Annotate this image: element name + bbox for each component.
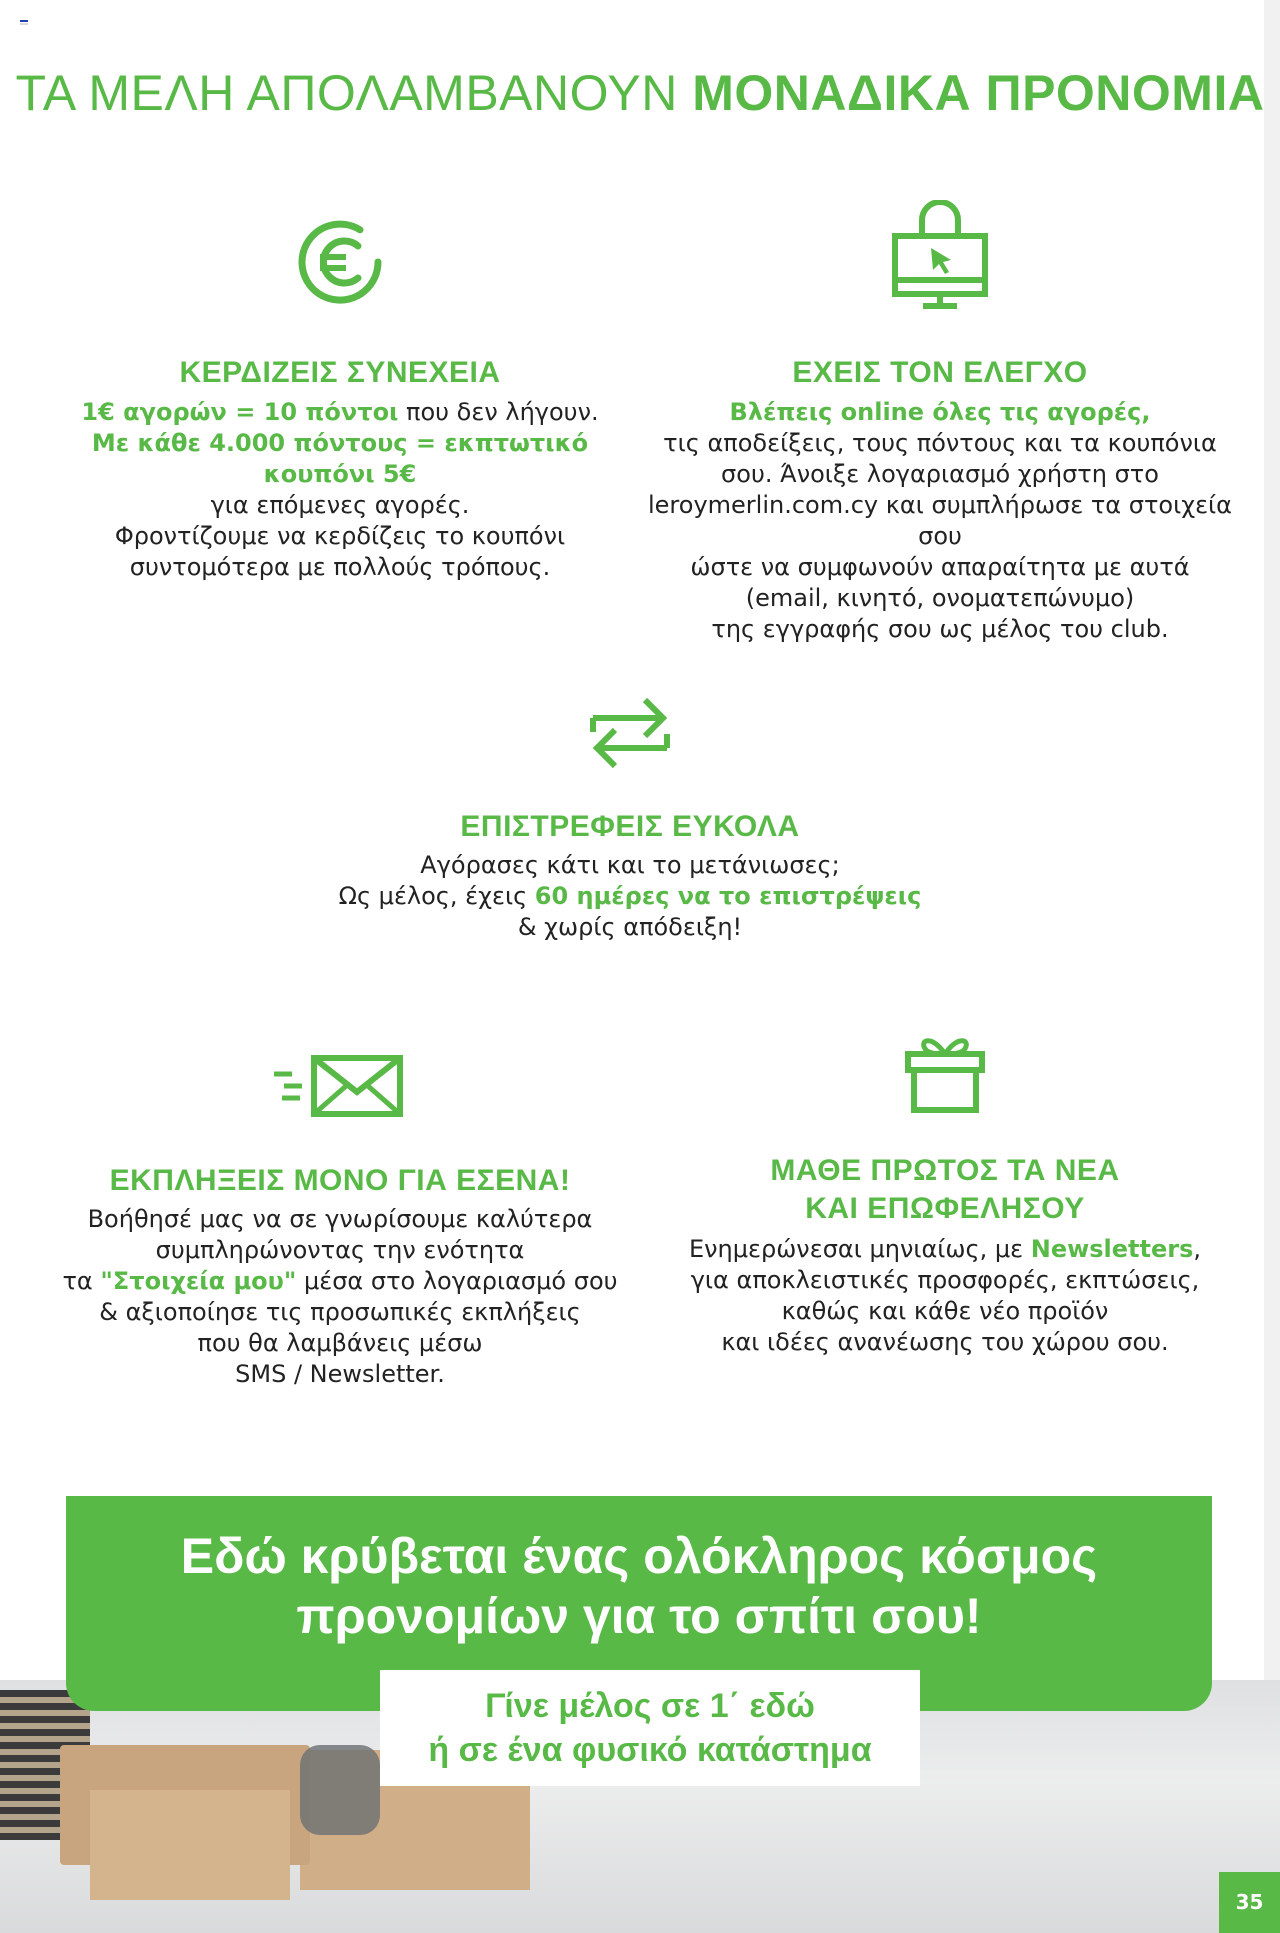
page-edge: [1264, 0, 1280, 1933]
page-number: 35: [1219, 1872, 1280, 1933]
banner-line-1: Εδώ κρύβεται ένας ολόκληρος κόσμος: [180, 1528, 1098, 1584]
benefit-control: ΕΧΕΙΣ ΤΟΝ ΕΛΕΓΧΟ Βλέπεις online όλες τις αγορές, τις αποδείξεις, τους πόντους και τα κουπόνια σου. Άνοιξε λογαριασμό χρήστη στο leroymerlin.com.cy και συμπλήρωσε τα στοιχεία σου ώστε να συμφωνούν απαραίτητα με αυτά (email, κινητό, ονοματεπώνυμο) της εγγραφής σου ως μέλος του club.: [630, 200, 1250, 645]
envelope-icon: [270, 1052, 410, 1120]
benefit-earn-heading: ΚΕΡΔΙΖΕΙΣ ΣΥΝΕΧΕΙΑ: [179, 356, 501, 389]
benefit-news: ΜΑΘΕ ΠΡΩΤΟΣ ΤΑ ΝΕΑ ΚΑΙ ΕΠΩΦΕΛΗΣΟΥ Ενημερώνεσαι μηνιαίως, με Newsletters, για αποκλειστικές προσφορές, εκπτώσεις, καθώς και κάθε νέο προϊόν και ιδέες ανανέωσης του χώρου σου.: [640, 1026, 1250, 1358]
cardboard-box: [90, 1790, 290, 1900]
benefit-surprises-heading: ΕΚΠΛΗΞΕΙΣ ΜΟΝΟ ΓΙΑ ΕΣΕΝΑ!: [109, 1164, 571, 1197]
cta-line-2: ή σε ένα φυσικό κατάστημα: [428, 1731, 872, 1769]
join-cta[interactable]: [380, 1670, 920, 1786]
benefit-news-heading-1: ΜΑΘΕ ΠΡΩΤΟΣ ΤΑ ΝΕΑ: [770, 1154, 1120, 1187]
gift-icon: [902, 1026, 988, 1116]
bubble-wrap: [300, 1745, 380, 1835]
page-title: ΤΑ ΜΕΛΗ ΑΠΟΛΑΜΒΑΝΟΥΝ ΜΟΝΑΔΙΚΑ ΠΡΟΝΟΜΙΑ: [15, 65, 1265, 121]
benefit-surprises: ΕΚΠΛΗΞΕΙΣ ΜΟΝΟ ΓΙΑ ΕΣΕΝΑ! Βοήθησέ μας να σε γνωρίσουμε καλύτερα συμπληρώνοντας την ενότητα τα "Στοιχεία μου" μέσα στο λογαριασμό σου & αξιοποίησε τις προσωπικές εκπλήξεις που θα λαμβάνεις μέσω SMS / Newsletter.: [30, 1052, 650, 1390]
benefit-news-heading-2: ΚΑΙ ΕΠΩΦΕΛΗΣΟΥ: [805, 1192, 1085, 1225]
flag-icon: [20, 20, 28, 27]
banner-line-2: προνομίων για το σπίτι σου!: [296, 1588, 982, 1644]
benefit-returns: ΕΠΙΣΤΡΕΦΕΙΣ ΕΥΚΟΛΑ Αγόρασες κάτι και το μετάνιωσες; Ως μέλος, έχεις 60 ημέρες να το επιστρέψεις & χωρίς απόδειξη!: [330, 688, 930, 943]
lock-screen-icon: [885, 200, 995, 312]
benefit-returns-heading: ΕΠΙΣΤΡΕΦΕΙΣ ΕΥΚΟΛΑ: [460, 810, 800, 843]
benefit-earn: ΚΕΡΔΙΖΕΙΣ ΣΥΝΕΧΕΙΑ 1€ αγορών = 10 πόντοι που δεν λήγουν. Με κάθε 4.000 πόντους = εκπτωτικό κουπόνι 5€ για επόμενες αγορές. Φροντίζουμε να κερδίζεις το κουπόνι συντομότερα με πολλούς τρόπους.: [40, 212, 640, 583]
benefit-control-heading: ΕΧΕΙΣ ΤΟΝ ΕΛΕΓΧΟ: [792, 356, 1088, 389]
euro-icon: [290, 212, 390, 312]
cta-line-1: Γίνε μέλος σε 1΄ εδώ: [485, 1687, 815, 1725]
exchange-arrows-icon: [585, 688, 675, 778]
